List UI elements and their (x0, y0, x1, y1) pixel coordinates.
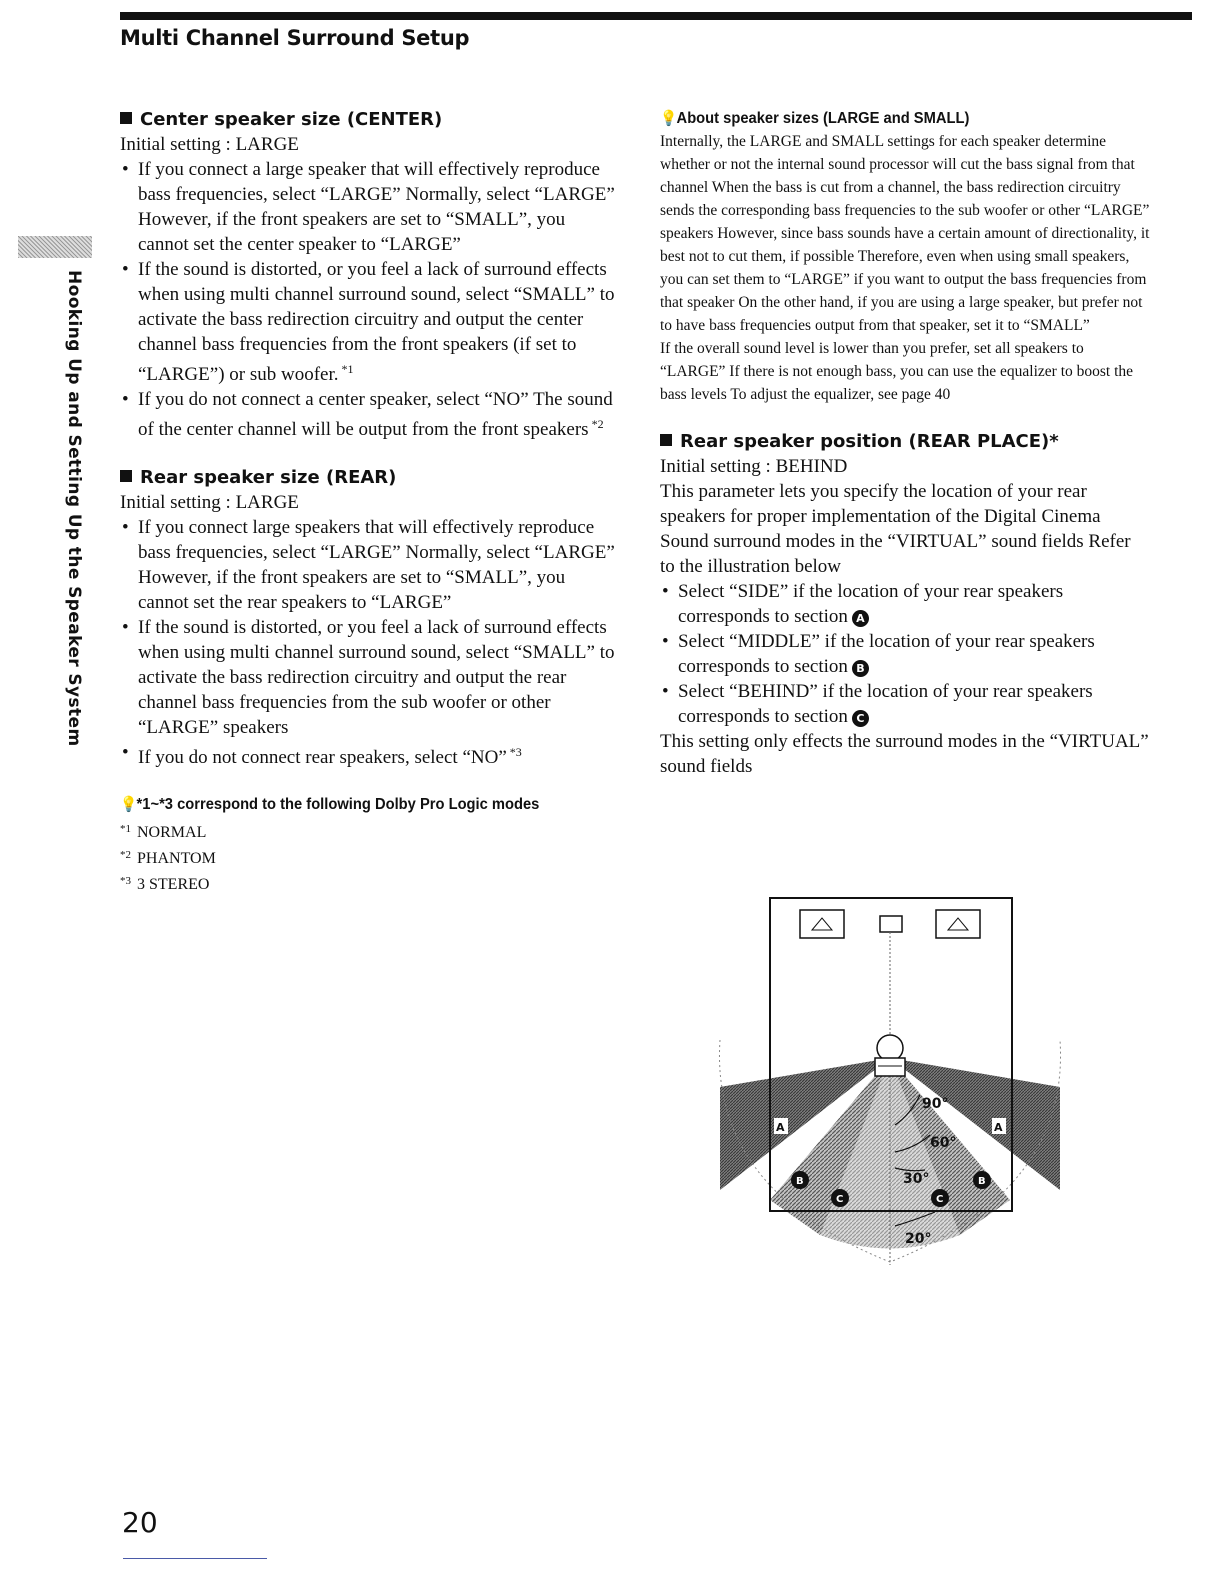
rear-place-intro: This parameter lets you specify the location of your rear speakers for proper implementation of the Digital Cinema Sound surround modes in the “VIRTUAL” sound fields Refer to the illustration below (660, 481, 1131, 577)
side-chapter-label: Hooking Up and Setting Up the Speaker System (64, 270, 84, 747)
size-tip-paragraph: If the overall sound level is lower than you prefer, set all speakers to “LARGE” If there is not enough bass, you can use the equalizer to boost the bass levels To adjust the equalizer, see page 40 (660, 340, 1134, 403)
lightbulb-icon: 💡 (660, 110, 678, 127)
angle-label-90: 90° (922, 1096, 949, 1112)
listener-chair-icon (875, 1035, 905, 1076)
center-speaker-icon (880, 916, 902, 932)
list-item: • If the sound is distorted, or you feel a lack of surround effects when using multi channel surround sound, select “SMALL” to activate the bass redirection circuitry and output the center channel bass frequencies from the front speakers (if set to “LARGE”) or sub woofer. $^{*1}$ (120, 257, 620, 387)
angle-label-60: 60° (930, 1135, 957, 1151)
rear-place-section (660, 430, 1150, 779)
list-item: • Select “BEHIND” if the location of your rear speakers corresponds to section C (660, 679, 1150, 729)
svg-text:B: B (796, 1176, 804, 1187)
bottom-rule (123, 1558, 267, 1559)
section-marker-a-left (774, 1118, 788, 1134)
section-marker-b-right (973, 1171, 991, 1189)
square-bullet-icon (120, 112, 132, 124)
list-item: • If you do not connect rear speakers, select “NO” $^{*3}$ (120, 740, 620, 770)
speaker-size-tip (660, 108, 1150, 406)
list-item: • If you connect large speakers that will effectively reproduce bass frequencies, select “LARGE” Normally, select “LARGE” However, if the front speakers are set to “SMALL”, you cannot set the rear speakers to “LARGE” (120, 515, 620, 615)
list-item: • Select “SIDE” if the location of your rear speakers corresponds to section A (660, 579, 1150, 629)
section-marker-c-left (831, 1189, 849, 1207)
list-item: $^{*1}$ NORMAL (120, 823, 207, 841)
side-tab-marker (18, 236, 92, 258)
svg-text:B: B (978, 1176, 986, 1187)
svg-text:A: A (994, 1121, 1003, 1134)
rear-place-outro: This setting only effects the surround modes in the “VIRTUAL” sound fields (660, 731, 1149, 777)
page-title: Multi Channel Surround Setup (120, 26, 470, 50)
front-left-speaker-icon (800, 910, 844, 938)
list-item: • If the sound is distorted, or you feel a lack of surround effects when using multi channel surround sound, select “SMALL” to activate the bass redirection circuitry and output the rear channel bass frequencies from the sub woofer or other “LARGE” speakers (120, 615, 620, 740)
square-bullet-icon (660, 434, 672, 446)
page-number: 20 (122, 1506, 158, 1539)
size-tip-paragraph: Internally, the LARGE and SMALL settings for each speaker determine whether or not the internal sound processor will cut the bass signal from that channel When the bass is cut from a channel, the bass redirection circuitry sends the corresponding bass frequencies to the sub woofer or other “LARGE” speakers However, since bass sounds have a certain amount of directionality, it best not to cut them, if possible Therefore, even when using small speakers, you can set them to “LARGE” if you want to output the bass frequencies from that speaker On the other hand, if you are using a large speaker, but prefer not to have bass frequencies output from that speaker, set it to “SMALL” (660, 133, 1150, 334)
rear-initial-setting: Initial setting : LARGE (120, 492, 299, 513)
left-column (120, 108, 620, 896)
rear-place-initial-setting: Initial setting : BEHIND (660, 456, 848, 477)
list-item: $^{*3}$ 3 STEREO (120, 875, 210, 893)
center-speaker-heading: Center speaker size (CENTER) (120, 108, 620, 132)
center-initial-setting: Initial setting : LARGE (120, 134, 299, 155)
rear-place-options-list (660, 579, 1150, 729)
dolby-tip (120, 794, 620, 896)
center-options-list (120, 157, 620, 442)
list-item: • If you connect a large speaker that will effectively reproduce bass frequencies, select “LARGE” Normally, select “LARGE” However, if the front speakers are set to “SMALL”, you cannot set the center speaker to “LARGE” (120, 157, 620, 257)
section-badge: A (852, 610, 869, 627)
footnote-ref: *1 (341, 362, 354, 376)
section-badge: B (852, 660, 869, 677)
top-rule (120, 12, 1192, 20)
rear-speaker-heading: Rear speaker size (REAR) (120, 466, 620, 490)
list-item: $^{*2}$ PHANTOM (120, 849, 216, 867)
rear-speaker-section (120, 466, 620, 770)
size-tip-heading: 💡About speaker sizes (LARGE and SMALL) (660, 108, 1111, 130)
front-right-speaker-icon (936, 910, 980, 938)
section-badge: C (852, 710, 869, 727)
svg-text:C: C (936, 1194, 944, 1205)
footnote-ref: *2 (591, 417, 604, 431)
section-marker-b-left (791, 1171, 809, 1189)
speaker-position-diagram (700, 890, 1080, 1275)
right-column (660, 108, 1150, 779)
svg-text:C: C (836, 1194, 844, 1205)
footnote-ref: *3 (509, 745, 522, 759)
lightbulb-icon: 💡 (120, 796, 138, 813)
angle-label-20: 20° (905, 1231, 932, 1247)
section-marker-a-right (992, 1118, 1006, 1134)
section-marker-c-right (931, 1189, 949, 1207)
dolby-mode-list (120, 818, 620, 896)
rear-place-heading: Rear speaker position (REAR PLACE)* (660, 430, 1150, 454)
svg-text:A: A (776, 1121, 785, 1134)
square-bullet-icon (120, 470, 132, 482)
list-item: • If you do not connect a center speaker, select “NO” The sound of the center channel will be output from the front speakers $^{*2}$ (120, 387, 620, 442)
center-speaker-section (120, 108, 620, 442)
dolby-tip-heading: 💡*1~*3 correspond to the following Dolby Pro Logic modes (120, 794, 580, 816)
angle-label-30: 30° (903, 1171, 930, 1187)
list-item: • Select “MIDDLE” if the location of your rear speakers corresponds to section B (660, 629, 1150, 679)
rear-options-list (120, 515, 620, 770)
